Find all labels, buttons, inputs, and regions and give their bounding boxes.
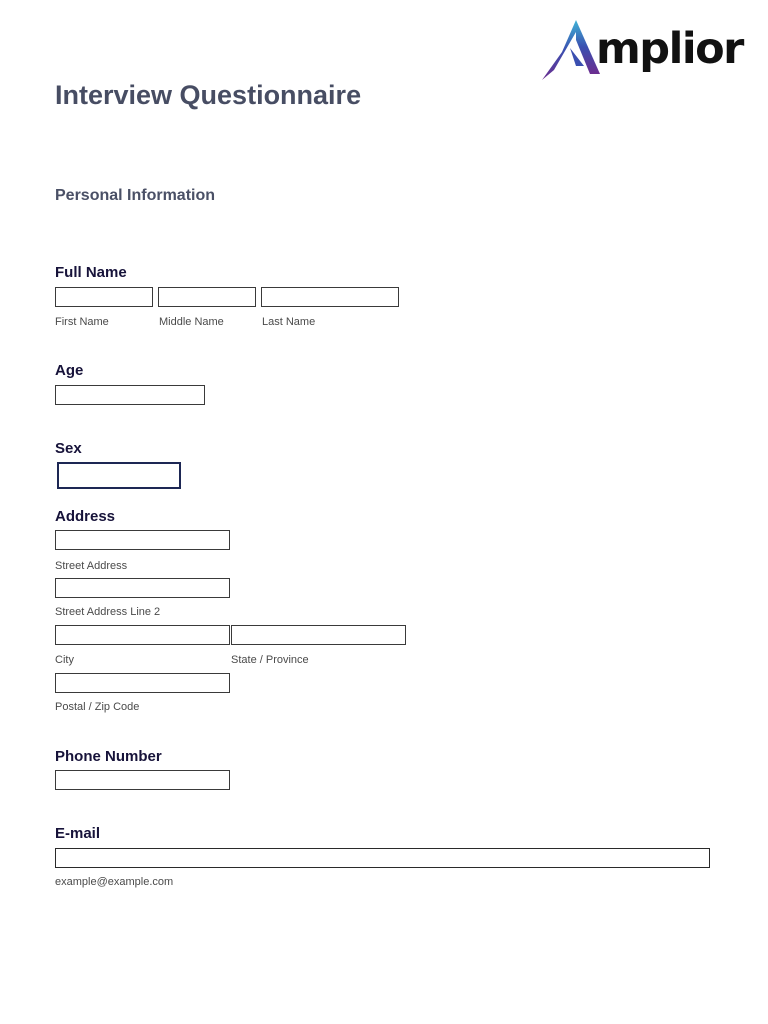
city-sublabel: City bbox=[55, 654, 74, 666]
age-input[interactable] bbox=[55, 385, 205, 405]
middle-name-sublabel: Middle Name bbox=[159, 316, 224, 328]
street-address-line2-input[interactable] bbox=[55, 578, 230, 598]
last-name-sublabel: Last Name bbox=[262, 316, 316, 328]
email-label: E-mail bbox=[55, 825, 101, 842]
street-address-line2-sublabel: Street Address Line 2 bbox=[55, 606, 161, 618]
full-name-label: Full Name bbox=[55, 264, 127, 281]
age-label: Age bbox=[55, 362, 84, 379]
state-province-sublabel: State / Province bbox=[231, 654, 309, 666]
email-sublabel: example@example.com bbox=[55, 876, 174, 888]
logo-text: mplior bbox=[596, 24, 743, 74]
postal-code-input[interactable] bbox=[55, 673, 230, 693]
email-input[interactable] bbox=[55, 848, 710, 868]
phone-number-label: Phone Number bbox=[55, 748, 162, 765]
brand-logo bbox=[540, 18, 750, 84]
logo-mark-icon bbox=[540, 18, 602, 84]
street-address-input[interactable] bbox=[55, 530, 230, 550]
sex-input[interactable] bbox=[57, 462, 181, 489]
address-label: Address bbox=[55, 508, 116, 525]
last-name-input[interactable] bbox=[261, 287, 399, 307]
middle-name-input[interactable] bbox=[158, 287, 256, 307]
postal-code-sublabel: Postal / Zip Code bbox=[55, 701, 140, 713]
phone-number-input[interactable] bbox=[55, 770, 230, 790]
section-title: Personal Information bbox=[55, 187, 216, 204]
sex-label: Sex bbox=[55, 440, 82, 457]
state-province-input[interactable] bbox=[231, 625, 406, 645]
first-name-input[interactable] bbox=[55, 287, 153, 307]
page-title: Interview Questionnaire bbox=[55, 80, 362, 110]
street-address-sublabel: Street Address bbox=[55, 560, 128, 572]
city-input[interactable] bbox=[55, 625, 230, 645]
first-name-sublabel: First Name bbox=[55, 316, 109, 328]
